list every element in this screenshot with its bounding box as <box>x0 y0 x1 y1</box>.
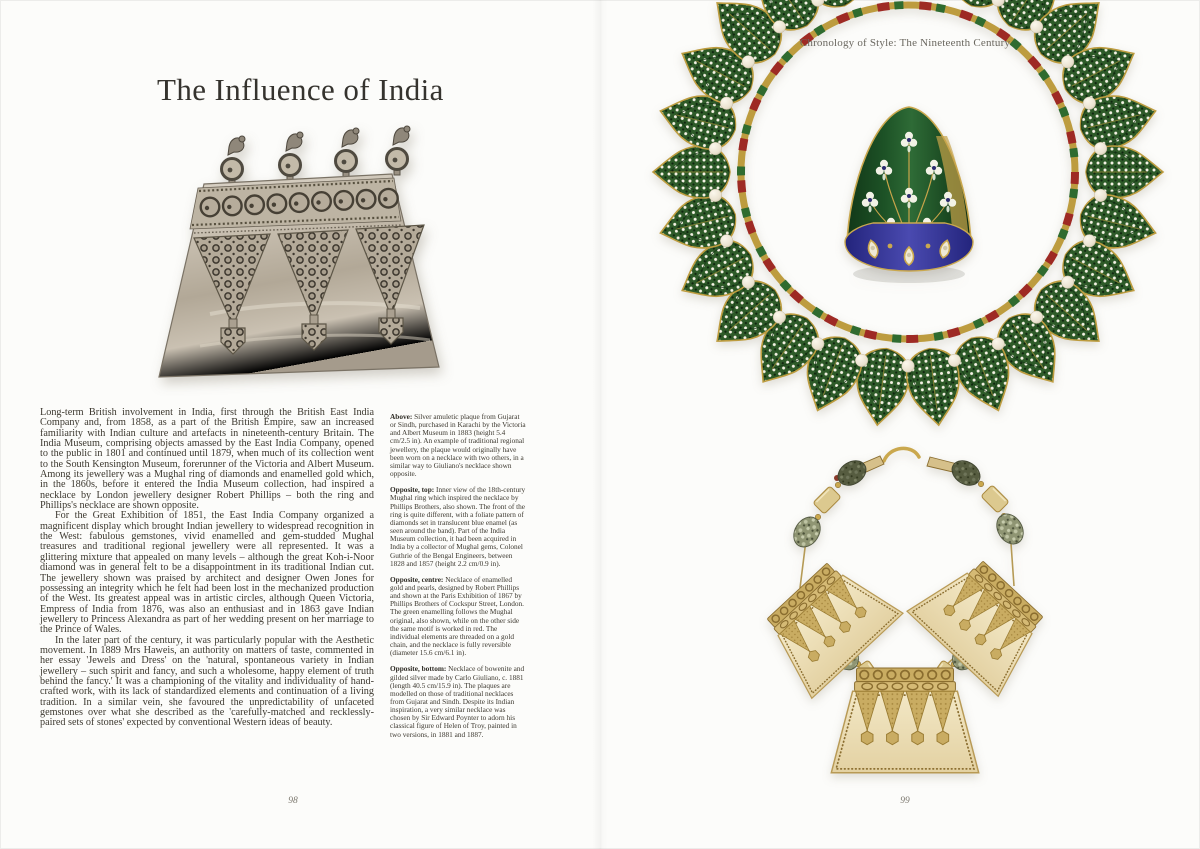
page-number-left: 98 <box>288 796 298 806</box>
page-gutter-divider <box>592 0 608 849</box>
paragraph: For the Great Exhibition of 1851, the East India Company organized a magnificent display which brought Indian jewellery to widespread recognition in the West: fabulous gemstones, vivid enamelled and gem-studded Mughal treasures and traditional regional jewellery were all represented. It was a glittering mixture that appealed on many levels – although the great Koh-i-Noor diamond was in general felt to be a disappointment in its traditional Indian cut. The jewellery shown was praised by architect and designer Owen Jones for possessing an integrity which he felt had been lost in the mechanized production of the West. Its greatest appeal was in artistic circles, although Queen Victoria, Empress of India from 1876, was also an enthusiast and in 1863 gave Indian jewellery to Princess Alexandra as part of her wedding present on her marriage to the Prince of Wales. <box>40 510 374 636</box>
caption-above: Above: Silver amuletic plaque from Gujarat or Sindh, purchased in Karachi by the Victoria and Albert Museum in 1883 (height 5.4 cm/2.5 in). An example of traditional regional jewellery, the plaque would originally have been worn on a necklace with two others, in a similar way to Giuliano's necklace shown opposite. <box>390 412 526 479</box>
paragraph: Long-term British involvement in India, first through the British East India Company and, from 1858, as a part of the British Empire, saw an increased familiarity with Indian culture and artefacts in nineteenth-century Britain. The India Museum, comprising objects amassed by the East India Company, opened to the public in 1801 and continued until 1879, when much of its collection went to the South Kensington Museum, forerunner of the Victoria and Albert Museum. Among its jewellery was a Mughal ring of diamonds and enamelled gold which, in the 1860s, before it entered the India Museum collection, had inspired a necklace by London jewellery designer Robert Phillips – both the ring and Phillips's necklace are shown opposite. <box>40 407 374 512</box>
captions-column <box>390 413 526 747</box>
page-number-right: 99 <box>900 796 910 806</box>
caption-opposite-top: Opposite, top: Inner view of the 18th-century Mughal ring which inspired the necklace by Phillips Brothers, also shown. The front of the ring is quite different, with a foliate pattern of diamonds set in translucent blue enamel (as seen around the band). Part of the India Museum collection, it had been acquired in India by a collector of Mughal gems, Colonel Guthrie of the Bengal Engineers, between 1828 and 1857 (height 2.2 cm/0.9 in). <box>390 485 526 568</box>
silver-plaque-photo <box>140 124 460 396</box>
page-title: The Influence of India <box>157 72 444 107</box>
paragraph: In the later part of the century, it was particularly popular with the Aesthetic movement. In 1889 Mrs Haweis, an authority on matters of taste, commented in her essay 'Jewels and Dress' on the 'natural, spontaneous variety in Indian jewellery – such spirit and fancy, and such a wholesome, happy element of truth behind the fancy.' It was a championing of the vitality and individuality of hand-crafted work, with its lack of standardized elements and continuation of a living tradition. In a similar vein, she favoured the unpredictability of unfaceted gemstones over what she described as the 'carefully-matched and recklessly-paired sets of stones' expected by conventional Western ideas of beauty. <box>40 634 374 729</box>
phillips-necklace-and-mughal-ring-photo <box>648 0 1168 436</box>
giuliano-necklace-photo <box>678 428 1128 808</box>
caption-opposite-centre: Opposite, centre: Necklace of enamelled gold and pearls, designed by Robert Phillips and shown at the Paris Exhibition of 1867 by Phillips Brothers of Cockspur Street, London. The green enamelling follows the Mughal original, also shown, while on the other side the same motif is worked in red. The individual elements are threaded on a gold chain, and the necklace is fully reversible (diameter 15.6 cm/6.1 in). <box>390 574 524 658</box>
body-text-column <box>40 408 374 729</box>
running-head: Chronology of Style: The Nineteenth Century <box>799 37 1011 49</box>
caption-opposite-bottom: Opposite, bottom: Necklace of bowenite and gilded silver made by Carlo Giuliano, c. 1881 (length 40.5 cm/15.9 in). The plaques are modelled on those of traditional necklaces from Gujarat and Sindh. Despite its Indian inspiration, a very similar necklace was chosen by Sir Edward Poynter to adorn his classical figure of Helen of Troy, painted in two versions, in 1881 and 1887. <box>390 664 525 739</box>
